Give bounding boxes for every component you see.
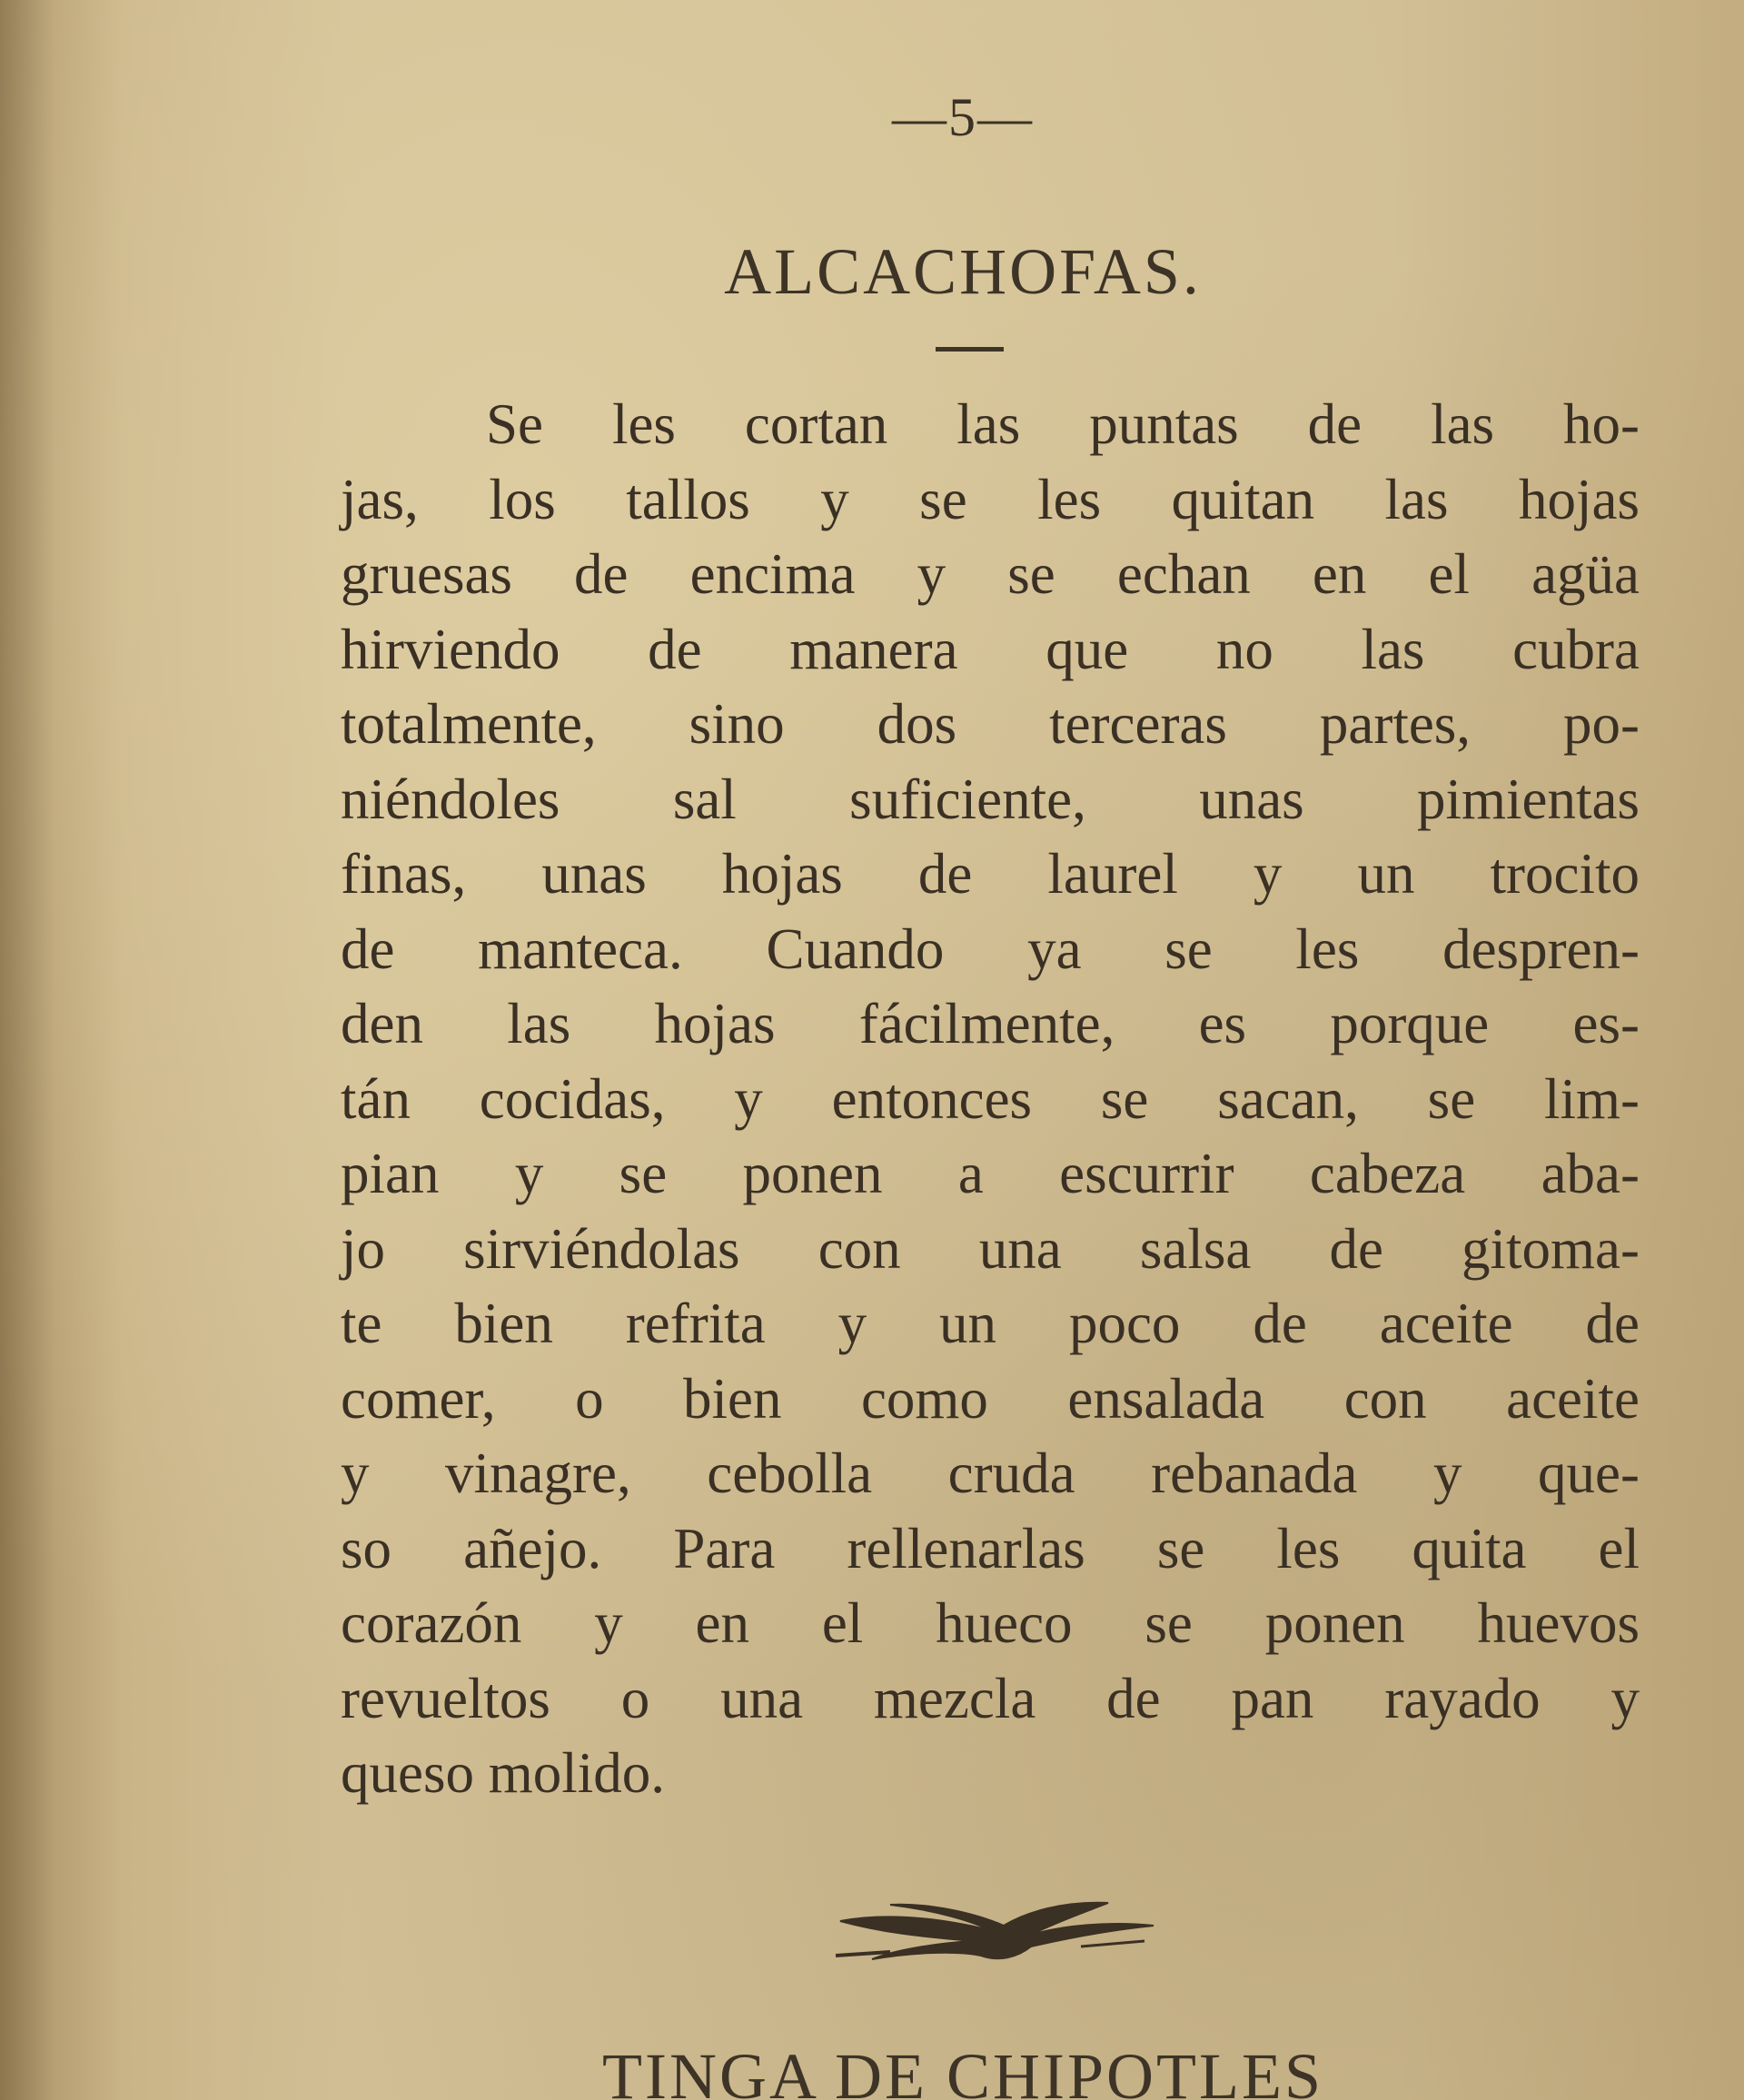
recipe-body — [341, 387, 1640, 1811]
body-line: y vinagre, cebolla cruda rebanada y que- — [341, 1441, 1640, 1505]
body-line: tán cocidas, y entonces se sacan, se lim- — [341, 1066, 1640, 1131]
body-line: niéndoles sal suficiente, unas pimientas — [341, 767, 1640, 831]
page-number: —5— — [892, 87, 1034, 147]
next-recipe-title: TINGA DE CHIPOTLES — [602, 2040, 1323, 2100]
bird-ornament-icon — [836, 1885, 1158, 1976]
body-line: comer, o bien como ensalada con aceite — [341, 1366, 1640, 1431]
body-line: te bien refrita y un poco de aceite de — [341, 1292, 1640, 1355]
body-line: corazón y en el hueco se ponen huevos — [341, 1591, 1640, 1655]
body-line: queso molido. — [341, 1741, 665, 1805]
body-line: den las hojas fácilmente, es porque es- — [341, 992, 1640, 1055]
body-line: jas, los tallos y se les quitan las hojas — [341, 467, 1640, 531]
body-line: gruesas de encima y se echan en el agüa — [341, 542, 1640, 606]
body-line: totalmente, sino dos terceras partes, po- — [341, 692, 1640, 756]
title-rule-divider — [936, 347, 1004, 352]
body-line: Se les cortan las puntas de las ho- — [486, 392, 1640, 456]
recipe-title: ALCACHOFAS. — [724, 235, 1202, 308]
body-line: de manteca. Cuando ya se les despren- — [341, 916, 1640, 981]
page-edge-shadow — [0, 0, 54, 2100]
body-line: hirviendo de manera que no las cubra — [341, 617, 1640, 681]
body-line: revueltos o una mezcla de pan rayado y — [341, 1666, 1640, 1730]
body-line: so añejo. Para rellenarlas se les quita el — [341, 1516, 1640, 1580]
body-line: pian y se ponen a escurrir cabeza aba- — [341, 1142, 1640, 1205]
body-line: finas, unas hojas de laurel y un trocito — [341, 842, 1640, 906]
body-line: jo sirviéndolas con una salsa de gitoma- — [341, 1216, 1640, 1281]
